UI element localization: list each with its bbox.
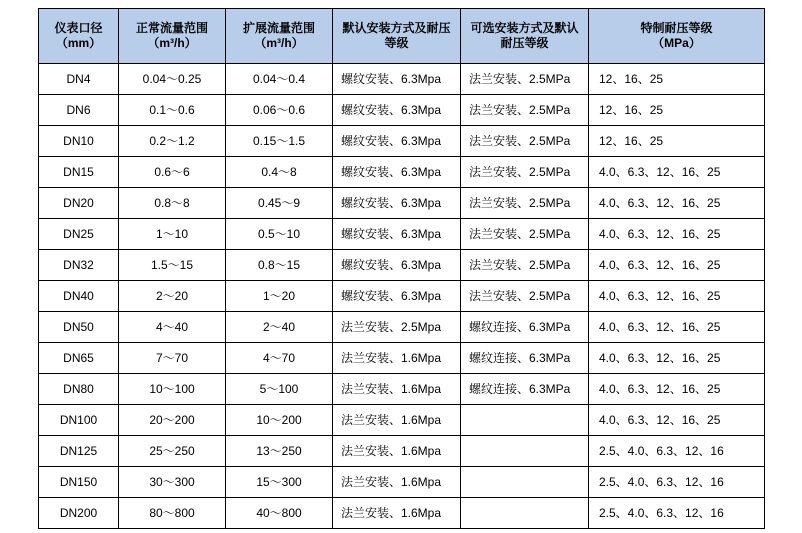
cell-default-install: 螺纹安装、6.3Mpa [333,64,461,95]
cell-extended-flow: 40～800 [226,498,333,529]
cell-special-pressure: 4.0、6.3、12、16、25 [589,188,765,219]
cell-normal-flow: 2～20 [119,281,226,312]
cell-default-install: 法兰安装、1.6Mpa [333,343,461,374]
table-row [39,95,765,126]
cell-optional-install: 法兰安装、2.5MPa [461,281,589,312]
table-header [39,9,765,64]
cell-special-pressure: 2.5、4.0、6.3、12、16 [589,498,765,529]
column-header-default-install-line-2: 等级 [384,36,409,50]
cell-diameter: DN15 [39,157,119,188]
column-header-normal-flow [119,9,226,64]
cell-default-install: 螺纹安装、6.3Mpa [333,157,461,188]
cell-normal-flow: 1.5～15 [119,250,226,281]
cell-extended-flow: 0.06～0.6 [226,95,333,126]
table-row [39,64,765,95]
column-header-normal-flow-line-1: 正常流量范围 [135,21,208,35]
cell-default-install: 螺纹安装、6.3Mpa [333,250,461,281]
cell-normal-flow: 0.04～0.25 [119,64,226,95]
cell-optional-install: 法兰安装、2.5MPa [461,188,589,219]
cell-extended-flow: 0.4～8 [226,157,333,188]
table-row [39,405,765,436]
cell-default-install: 法兰安装、1.6Mpa [333,374,461,405]
specification-table [38,8,765,529]
cell-extended-flow: 5～100 [226,374,333,405]
cell-extended-flow: 1～20 [226,281,333,312]
cell-optional-install: 法兰安装、2.5MPa [461,64,589,95]
cell-optional-install: 法兰安装、2.5MPa [461,95,589,126]
column-header-special-pressure-line-1: 特制耐压等级 [640,21,713,35]
cell-default-install: 法兰安装、1.6Mpa [333,498,461,529]
cell-optional-install: 法兰安装、2.5MPa [461,250,589,281]
table-row [39,467,765,498]
cell-default-install: 法兰安装、1.6Mpa [333,405,461,436]
cell-special-pressure: 4.0、6.3、12、16、25 [589,219,765,250]
cell-normal-flow: 7～70 [119,343,226,374]
cell-diameter: DN4 [39,64,119,95]
cell-optional-install: 法兰安装、2.5MPa [461,126,589,157]
cell-normal-flow: 80～800 [119,498,226,529]
cell-diameter: DN80 [39,374,119,405]
cell-normal-flow: 0.1～0.6 [119,95,226,126]
cell-diameter: DN100 [39,405,119,436]
cell-diameter: DN150 [39,467,119,498]
cell-normal-flow: 0.8～8 [119,188,226,219]
table-row [39,312,765,343]
column-header-extended-flow-line-2: （m³/h） [254,36,304,50]
cell-extended-flow: 0.8～15 [226,250,333,281]
cell-diameter: DN6 [39,95,119,126]
cell-optional-install: 法兰安装、2.5MPa [461,219,589,250]
cell-special-pressure: 12、16、25 [589,64,765,95]
column-header-default-install-line-1: 默认安装方式及耐压 [342,21,451,35]
cell-special-pressure: 4.0、6.3、12、16、25 [589,157,765,188]
cell-default-install: 螺纹安装、6.3Mpa [333,95,461,126]
table-row [39,157,765,188]
cell-normal-flow: 10～100 [119,374,226,405]
cell-special-pressure: 4.0、6.3、12、16、25 [589,405,765,436]
table-row [39,374,765,405]
column-header-diameter [39,9,119,64]
cell-diameter: DN200 [39,498,119,529]
table-header-row [39,9,765,64]
column-header-extended-flow [226,9,333,64]
cell-extended-flow: 2～40 [226,312,333,343]
cell-normal-flow: 30～300 [119,467,226,498]
table-row [39,126,765,157]
column-header-default-install [333,9,461,64]
cell-normal-flow: 1～10 [119,219,226,250]
column-header-special-pressure [589,9,765,64]
cell-normal-flow: 20～200 [119,405,226,436]
cell-optional-install [461,436,589,467]
cell-diameter: DN25 [39,219,119,250]
cell-diameter: DN50 [39,312,119,343]
column-header-optional-install-line-2: 耐压等级 [500,36,549,50]
cell-optional-install [461,467,589,498]
cell-special-pressure: 12、16、25 [589,95,765,126]
cell-extended-flow: 0.04～0.4 [226,64,333,95]
cell-extended-flow: 15～300 [226,467,333,498]
cell-special-pressure: 4.0、6.3、12、16、25 [589,343,765,374]
cell-normal-flow: 25～250 [119,436,226,467]
cell-optional-install: 螺纹连接、6.3MPa [461,312,589,343]
table-row [39,188,765,219]
table-row [39,219,765,250]
cell-normal-flow: 4～40 [119,312,226,343]
column-header-extended-flow-line-1: 扩展流量范围 [242,21,315,35]
cell-special-pressure: 2.5、4.0、6.3、12、16 [589,436,765,467]
cell-optional-install: 螺纹连接、6.3MPa [461,374,589,405]
cell-special-pressure: 4.0、6.3、12、16、25 [589,250,765,281]
cell-default-install: 法兰安装、1.6Mpa [333,467,461,498]
table-body [39,64,765,529]
cell-diameter: DN10 [39,126,119,157]
cell-special-pressure: 4.0、6.3、12、16、25 [589,312,765,343]
cell-extended-flow: 0.5～10 [226,219,333,250]
cell-default-install: 螺纹安装、6.3Mpa [333,219,461,250]
cell-default-install: 法兰安装、2.5Mpa [333,312,461,343]
cell-extended-flow: 0.45～9 [226,188,333,219]
cell-extended-flow: 13～250 [226,436,333,467]
cell-optional-install [461,405,589,436]
cell-special-pressure: 12、16、25 [589,126,765,157]
cell-extended-flow: 0.15～1.5 [226,126,333,157]
cell-special-pressure: 2.5、4.0、6.3、12、16 [589,467,765,498]
cell-normal-flow: 0.2～1.2 [119,126,226,157]
cell-extended-flow: 4～70 [226,343,333,374]
cell-diameter: DN40 [39,281,119,312]
cell-default-install: 螺纹安装、6.3Mpa [333,126,461,157]
cell-diameter: DN20 [39,188,119,219]
cell-optional-install [461,498,589,529]
table-row [39,498,765,529]
cell-diameter: DN32 [39,250,119,281]
cell-diameter: DN65 [39,343,119,374]
table-row [39,343,765,374]
cell-optional-install: 法兰安装、2.5MPa [461,157,589,188]
cell-default-install: 螺纹安装、6.3Mpa [333,281,461,312]
cell-default-install: 法兰安装、1.6Mpa [333,436,461,467]
column-header-diameter-line-2: （mm） [55,36,102,50]
table-row [39,436,765,467]
cell-special-pressure: 4.0、6.3、12、16、25 [589,374,765,405]
cell-normal-flow: 0.6～6 [119,157,226,188]
table-row [39,281,765,312]
column-header-normal-flow-line-2: （m³/h） [147,36,197,50]
column-header-optional-install-line-1: 可选安装方式及默认 [470,21,579,35]
cell-special-pressure: 4.0、6.3、12、16、25 [589,281,765,312]
column-header-diameter-line-1: 仪表口径 [54,21,103,35]
column-header-special-pressure-line-2: （MPa） [652,36,701,50]
column-header-optional-install [461,9,589,64]
table-row [39,250,765,281]
cell-diameter: DN125 [39,436,119,467]
cell-extended-flow: 10～200 [226,405,333,436]
cell-default-install: 螺纹安装、6.3Mpa [333,188,461,219]
cell-optional-install: 螺纹连接、6.3MPa [461,343,589,374]
